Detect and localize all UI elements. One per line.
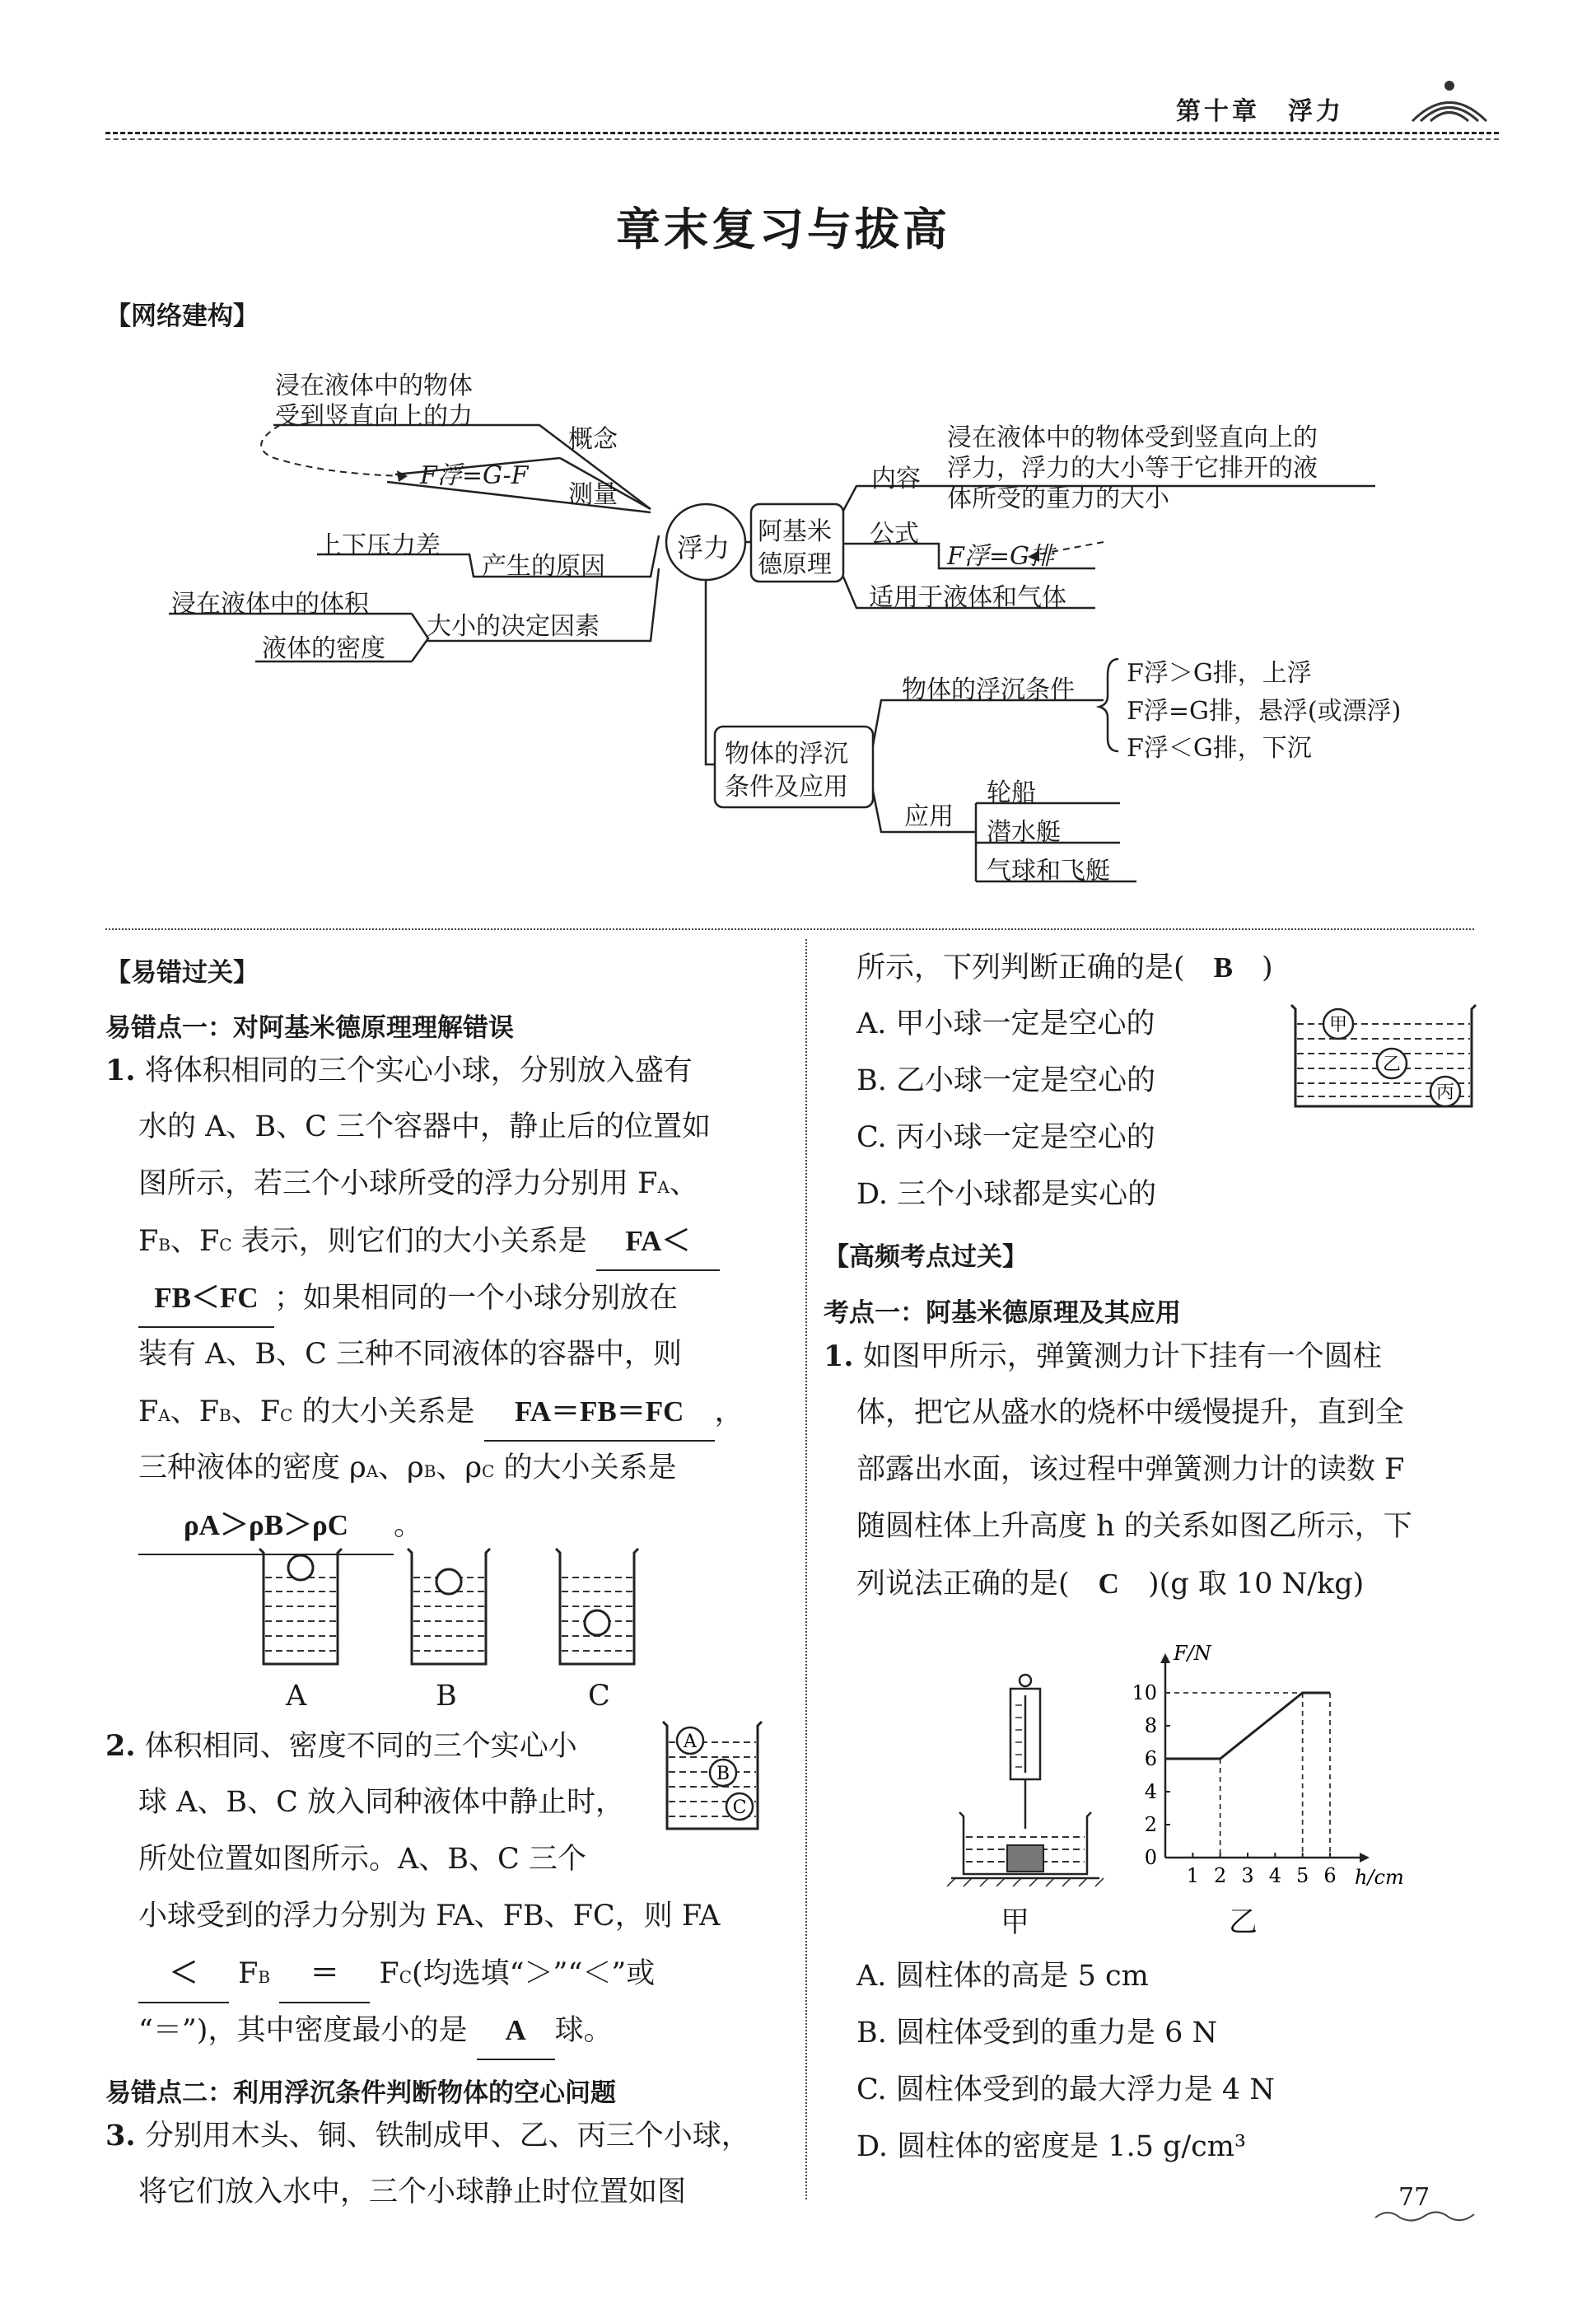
map-formula-measure: F浮=G-F xyxy=(420,461,529,490)
section-hot: 【高频考点过关】 xyxy=(824,1242,1028,1272)
q3-option-c[interactable]: C. 丙小球一定是空心的 xyxy=(856,1121,1155,1154)
k1-answer: C xyxy=(1098,1568,1119,1600)
chapter-header: 第十章 浮力 xyxy=(1176,97,1344,126)
q3-option-b[interactable]: B. 乙小球一定是空心的 xyxy=(856,1064,1155,1097)
chart-y-arrow xyxy=(1160,1653,1170,1663)
map-concept-desc-1: 浸在液体中的物体 xyxy=(275,372,473,400)
q1-line-8: 三种液体的密度 ρA、ρB、ρC 的大小关系是 xyxy=(138,1451,677,1484)
q1-line-7: FA、FB、FC 的大小关系是 FA＝FB＝FC ， xyxy=(138,1383,744,1444)
q3-cont: 所示，下列判断正确的是( B ) xyxy=(856,951,1273,984)
map-application: 应用 xyxy=(904,802,954,831)
k1-line-4: 随圆柱体上升高度 h 的关系如图乙所示，下 xyxy=(856,1510,1412,1543)
chart-x-arrow xyxy=(1360,1853,1370,1863)
map-concept: 概念 xyxy=(568,425,618,454)
q3-answer: B xyxy=(1213,951,1234,984)
q1-line-4: FB、FC 表示，则它们的大小关系是 FA＜ xyxy=(138,1213,720,1274)
q1-fig-label-b: B xyxy=(436,1680,457,1713)
map-app-3: 气球和飞艇 xyxy=(987,857,1110,886)
map-cond-1: F浮＞G排，上浮 xyxy=(1127,659,1312,688)
map-content-text-1: 浸在液体中的物体受到竖直向上的 xyxy=(947,423,1318,452)
chart-x-tick-label: 3 xyxy=(1241,1864,1254,1887)
section-divider xyxy=(105,928,1474,930)
q2-line-4: 小球受到的浮力分别为 FA、FB、FC，则 FA xyxy=(138,1900,721,1933)
fig-label-jia: 甲 xyxy=(1001,1906,1030,1939)
q2-answer-1: ＜ xyxy=(138,1945,229,2003)
chart-x-label: h/cm xyxy=(1355,1866,1404,1889)
map-cause: 产生的原因 xyxy=(482,552,605,581)
map-conditions: 物体的浮沉条件 xyxy=(902,675,1075,704)
map-app-2: 潜水艇 xyxy=(987,818,1061,847)
q2-line-6: “＝”)，其中密度最小的是 A 球。 xyxy=(138,2002,613,2060)
q1-fig-label-c: C xyxy=(588,1680,610,1713)
map-cond-2: F浮=G排，悬浮(或漂浮) xyxy=(1127,697,1402,726)
map-content-text-3: 体所受的重力的大小 xyxy=(947,484,1169,513)
column-divider xyxy=(805,939,807,2199)
error-point-1: 易错点一：对阿基米德原理理解错误 xyxy=(105,1013,514,1043)
q1-beakers-figure xyxy=(247,1540,675,1689)
chart-x-tick-label: 4 xyxy=(1268,1864,1281,1887)
map-sink-1: 物体的浮沉 xyxy=(725,740,848,769)
chart-series-line xyxy=(1165,1693,1330,1759)
k1-line-5: 列说法正确的是( C )(g 取 10 N/kg) xyxy=(856,1568,1365,1601)
map-scope: 适用于液体和气体 xyxy=(869,583,1066,612)
map-factor-1: 浸在液体中的体积 xyxy=(171,590,369,619)
q2-container-figure xyxy=(659,1718,766,1837)
q1-line-9: ρA＞ρB＞ρC 。 xyxy=(138,1497,422,1555)
q3-ball-yi: 乙 xyxy=(1382,1054,1402,1075)
q3-ball-jia: 甲 xyxy=(1328,1015,1348,1035)
chart-x-tick-label: 5 xyxy=(1296,1864,1309,1887)
q3-ball-bing: 丙 xyxy=(1435,1082,1455,1103)
q2-line-5: ＜ FB ＝ FC(均选填“＞”“＜”或 xyxy=(138,1945,655,2006)
k1-option-d[interactable]: D. 圆柱体的密度是 1.5 g/cm³ xyxy=(856,2130,1246,2163)
map-cond-3: F浮＜G排，下沉 xyxy=(1127,734,1312,763)
q1-answer-1: FA＜ xyxy=(596,1213,720,1271)
error-point-2: 易错点二：利用浮沉条件判断物体的空心问题 xyxy=(105,2078,616,2108)
chart-y-tick-label: 0 xyxy=(1144,1846,1157,1869)
page-number: 77 xyxy=(1398,2183,1430,2212)
q1-answer-3: ρA＞ρB＞ρC xyxy=(138,1497,394,1555)
q3-figure xyxy=(1289,1001,1478,1112)
map-content-text-2: 浮力，浮力的大小等于它排开的液 xyxy=(947,454,1318,483)
map-archimedes-2: 德原理 xyxy=(758,550,832,579)
fig-label-yi: 乙 xyxy=(1229,1906,1258,1939)
k1-force-height-chart xyxy=(1108,1642,1404,1895)
map-measure: 测量 xyxy=(568,480,618,509)
q2-ball-b: B xyxy=(716,1764,730,1784)
section-errors: 【易错过关】 xyxy=(105,958,259,988)
map-factor-2: 液体的密度 xyxy=(262,634,385,663)
q2-ball-a: A xyxy=(684,1732,697,1752)
q1-line-5: FB＜FC ；如果相同的一个小球分别放在 xyxy=(138,1269,678,1328)
q1-answer-1b: FB＜FC xyxy=(138,1269,274,1328)
map-factors: 大小的决定因素 xyxy=(427,612,600,641)
map-formula: 公式 xyxy=(870,520,919,549)
map-sink-2: 条件及应用 xyxy=(725,773,848,802)
section-network: 【网络建构】 xyxy=(105,301,259,331)
q2-ball-c: C xyxy=(732,1797,747,1818)
k1-line-1: 1. 如图甲所示，弹簧测力计下挂有一个圆柱 xyxy=(824,1339,1382,1373)
q3-line-2: 将它们放入水中，三个小球静止时位置如图 xyxy=(138,2176,687,2209)
map-center: 浮力 xyxy=(677,532,730,563)
chart-y-tick-label: 8 xyxy=(1144,1714,1157,1737)
map-app-1: 轮船 xyxy=(987,778,1036,807)
map-concept-desc-2: 受到竖直向上的力 xyxy=(275,402,473,431)
k1-option-a[interactable]: A. 圆柱体的高是 5 cm xyxy=(856,1960,1149,1993)
chart-y-label: F/N xyxy=(1174,1642,1211,1665)
q1-fig-label-a: A xyxy=(286,1680,307,1713)
q1-line-2: 水的 A、B、C 三个容器中，静止后的位置如 xyxy=(138,1110,712,1143)
q2-answer-3: A xyxy=(477,2002,555,2060)
k1-line-3: 部露出水面，该过程中弹簧测力计的读数 F xyxy=(856,1453,1405,1486)
page-title: 章末复习与拔高 xyxy=(616,203,950,255)
chart-x-tick-label: 1 xyxy=(1186,1864,1199,1887)
chart-x-tick-label: 2 xyxy=(1214,1864,1227,1887)
q1-line-1: 1. 将体积相同的三个实心小球，分别放入盛有 xyxy=(105,1054,693,1087)
chart-y-tick-label: 4 xyxy=(1144,1780,1157,1803)
map-archimedes-1: 阿基米 xyxy=(758,517,832,546)
q1-answer-2: FA＝FB＝FC xyxy=(484,1383,715,1442)
footer-ornament-icon xyxy=(1371,2208,1478,2224)
chart-x-tick-label: 6 xyxy=(1323,1864,1337,1887)
q3-option-d[interactable]: D. 三个小球都是实心的 xyxy=(856,1178,1157,1211)
k1-line-2: 体，把它从盛水的烧杯中缓慢提升，直到全 xyxy=(856,1396,1405,1429)
k1-option-c[interactable]: C. 圆柱体受到的最大浮力是 4 N xyxy=(856,2073,1275,2106)
q3-line-1: 3. 分别用木头、铜、铁制成甲、乙、丙三个小球， xyxy=(105,2119,750,2152)
q2-line-2: 球 A、B、C 放入同种液体中静止时， xyxy=(138,1786,625,1819)
map-cause-desc: 上下压力差 xyxy=(317,531,441,560)
q1-line-3: 图所示，若三个小球所受的浮力分别用 FA、 xyxy=(138,1167,698,1200)
map-content: 内容 xyxy=(871,465,921,493)
q2-answer-2: ＝ xyxy=(279,1945,370,2003)
q2-line-3: 所处位置如图所示。A、B、C 三个 xyxy=(138,1843,586,1876)
q1-line-6: 装有 A、B、C 三种不同液体的容器中，则 xyxy=(138,1338,683,1371)
k1-option-b[interactable]: B. 圆柱体受到的重力是 6 N xyxy=(856,2017,1218,2050)
k1-apparatus-figure xyxy=(943,1672,1108,1886)
chart-y-tick-label: 2 xyxy=(1144,1813,1157,1836)
map-formula-text: F浮=G排 xyxy=(947,542,1054,571)
q3-option-a[interactable]: A. 甲小球一定是空心的 xyxy=(856,1007,1155,1040)
chart-y-tick-label: 10 xyxy=(1132,1681,1157,1704)
q2-line-1: 2. 体积相同、密度不同的三个实心小 xyxy=(105,1729,577,1763)
chart-y-tick-label: 6 xyxy=(1144,1747,1157,1770)
key-point-1: 考点一：阿基米德原理及其应用 xyxy=(824,1298,1181,1328)
